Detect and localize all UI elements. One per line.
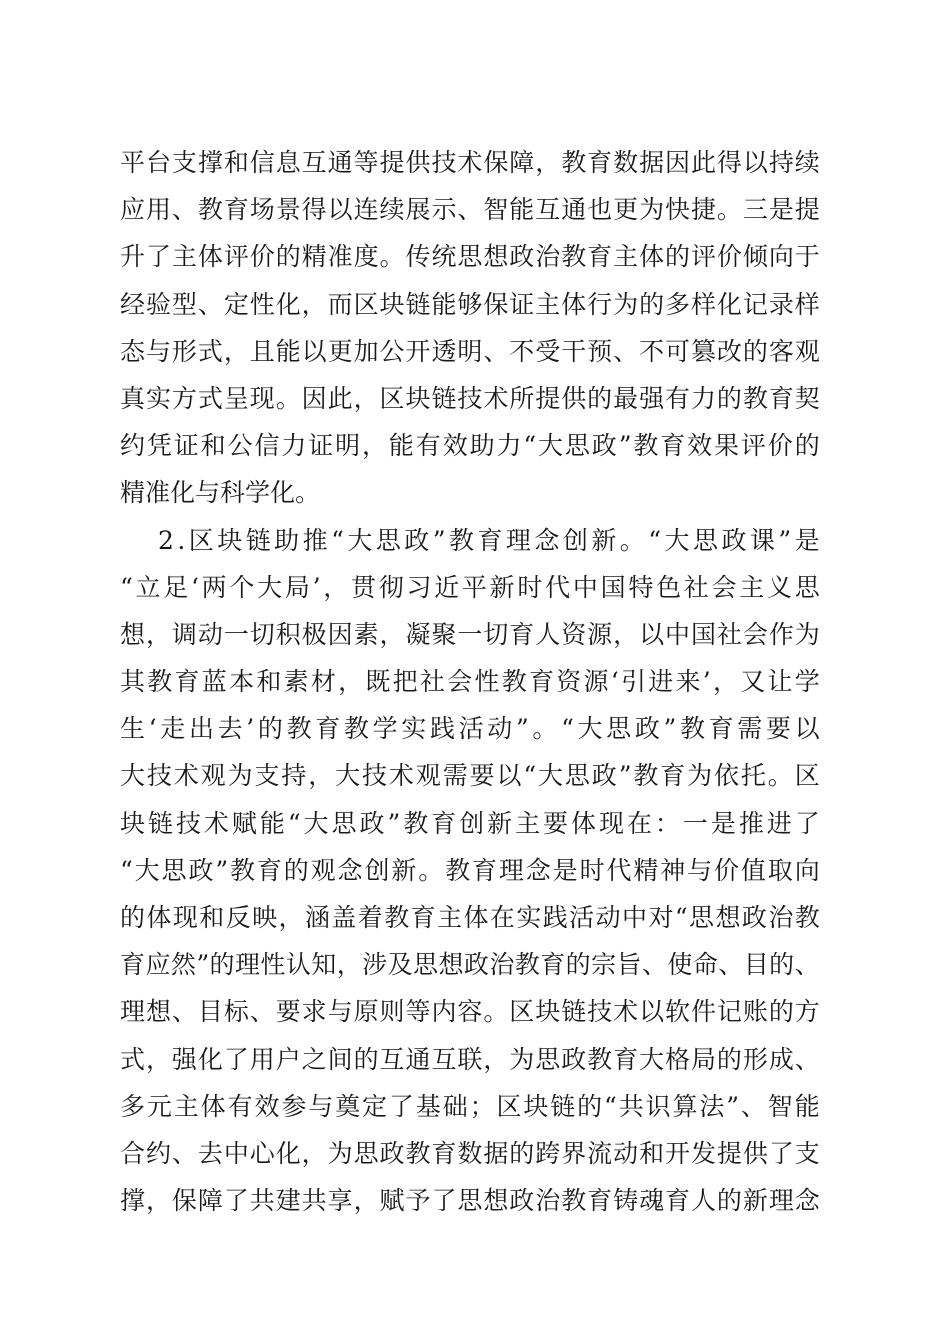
- text-line: 大 技 术 观 为 支 持 ， 大 技 术 观 需 要 以 “ 大 思 政 ” 教 育 为 依 托 。 区: [120, 761, 820, 791]
- text-line: 态 与 形 式 ， 且 能 以 更 加 公 开 透 明 、 不 受 干 预 、 不 可 篡 改 的 客 观: [120, 336, 820, 366]
- text-line: 育 应 然 ” 的 理 性 认 知 ， 涉 及 思 想 政 治 教 育 的 宗 旨 、 使 命 、 目 的 、: [120, 950, 820, 980]
- text-line: 的 体 现 和 反 映 ， 涵 盖 着 教 育 主 体 在 实 践 活 动 中 对 “ 思 想 政 治 教: [120, 903, 820, 932]
- text-line: 生 ‘ 走 出 去 ’ 的 教 育 教 学 实 践 活 动 ” 。 “ 大 思 政 ” 教 育 需 要 以: [120, 714, 820, 744]
- text-line: 约 凭 证 和 公 信 力 证 明 ， 能 有 效 助 力 “ 大 思 政 ” 教 育 效 果 评 价 的: [120, 431, 820, 461]
- text-line: 精准化与科学化。: [120, 478, 321, 508]
- text-line: 真 实 方 式 呈 现 。 因 此 ， 区 块 链 技 术 所 提 供 的 最 强 有 力 的 教 育 契: [120, 383, 820, 413]
- text-line: “ 大 思 政 ” 教 育 的 观 念 创 新 。 教 育 理 念 是 时 代 精 神 与 价 值 取 向: [120, 855, 820, 885]
- paragraph-heading-line: 2 . 区 块 链 助 推 “ 大 思 政 ” 教 育 理 念 创 新 。 “ 大 思 政 课 ” 是: [158, 525, 820, 555]
- text-line: 式 ， 强 化 了 用 户 之 间 的 互 通 互 联 ， 为 思 政 教 育 大 格 局 的 形 成 、: [120, 1044, 820, 1074]
- body-text: [120, 139, 840, 1224]
- text-line: 理 想 、 目 标 、 要 求 与 原 则 等 内 容 。 区 块 链 技 术 以 软 件 记 账 的 方: [120, 997, 820, 1027]
- text-line: 多 元 主 体 有 效 参 与 奠 定 了 基 础 ； 区 块 链 的 “ 共 识 算 法 ” 、 智 能: [120, 1091, 820, 1121]
- text-line: 平 台 支 撑 和 信 息 互 通 等 提 供 技 术 保 障 ， 教 育 数 据 因 此 得 以 持 续: [120, 148, 820, 177]
- text-line: 块 链 技 术 赋 能 “ 大 思 政 ” 教 育 创 新 主 要 体 现 在 ： 一 是 推 进 了: [120, 808, 820, 838]
- text-line: 经 验 型 、 定 性 化 ， 而 区 块 链 能 够 保 证 主 体 行 为 的 多 样 化 记 录 样: [120, 289, 820, 319]
- text-line: “ 立 足 ‘ 两 个 大 局 ’ ， 贯 彻 习 近 平 新 时 代 中 国 特 色 社 会 主 义 思: [120, 572, 820, 602]
- text-line: 想 ， 调 动 一 切 积 极 因 素 ， 凝 聚 一 切 育 人 资 源 ， 以 中 国 社 会 作 为: [120, 619, 820, 649]
- text-line: 撑 ， 保 障 了 共 建 共 享 ， 赋 予 了 思 想 政 治 教 育 铸 魂 育 人 的 新 理 念: [120, 1186, 820, 1216]
- text-line: 其 教 育 蓝 本 和 素 材 ， 既 把 社 会 性 教 育 资 源 ‘ 引 进 来 ’ ， 又 让 学: [120, 667, 820, 697]
- text-line: 应 用 、 教 育 场 景 得 以 连 续 展 示 、 智 能 互 通 也 更 为 快 捷 。 三 是 提: [120, 195, 820, 225]
- text-line: 合 约 、 去 中 心 化 ， 为 思 政 教 育 数 据 的 跨 界 流 动 和 开 发 提 供 了 支: [120, 1138, 820, 1168]
- text-line: 升 了 主 体 评 价 的 精 准 度 。 传 统 思 想 政 治 教 育 主 体 的 评 价 倾 向 于: [120, 242, 820, 272]
